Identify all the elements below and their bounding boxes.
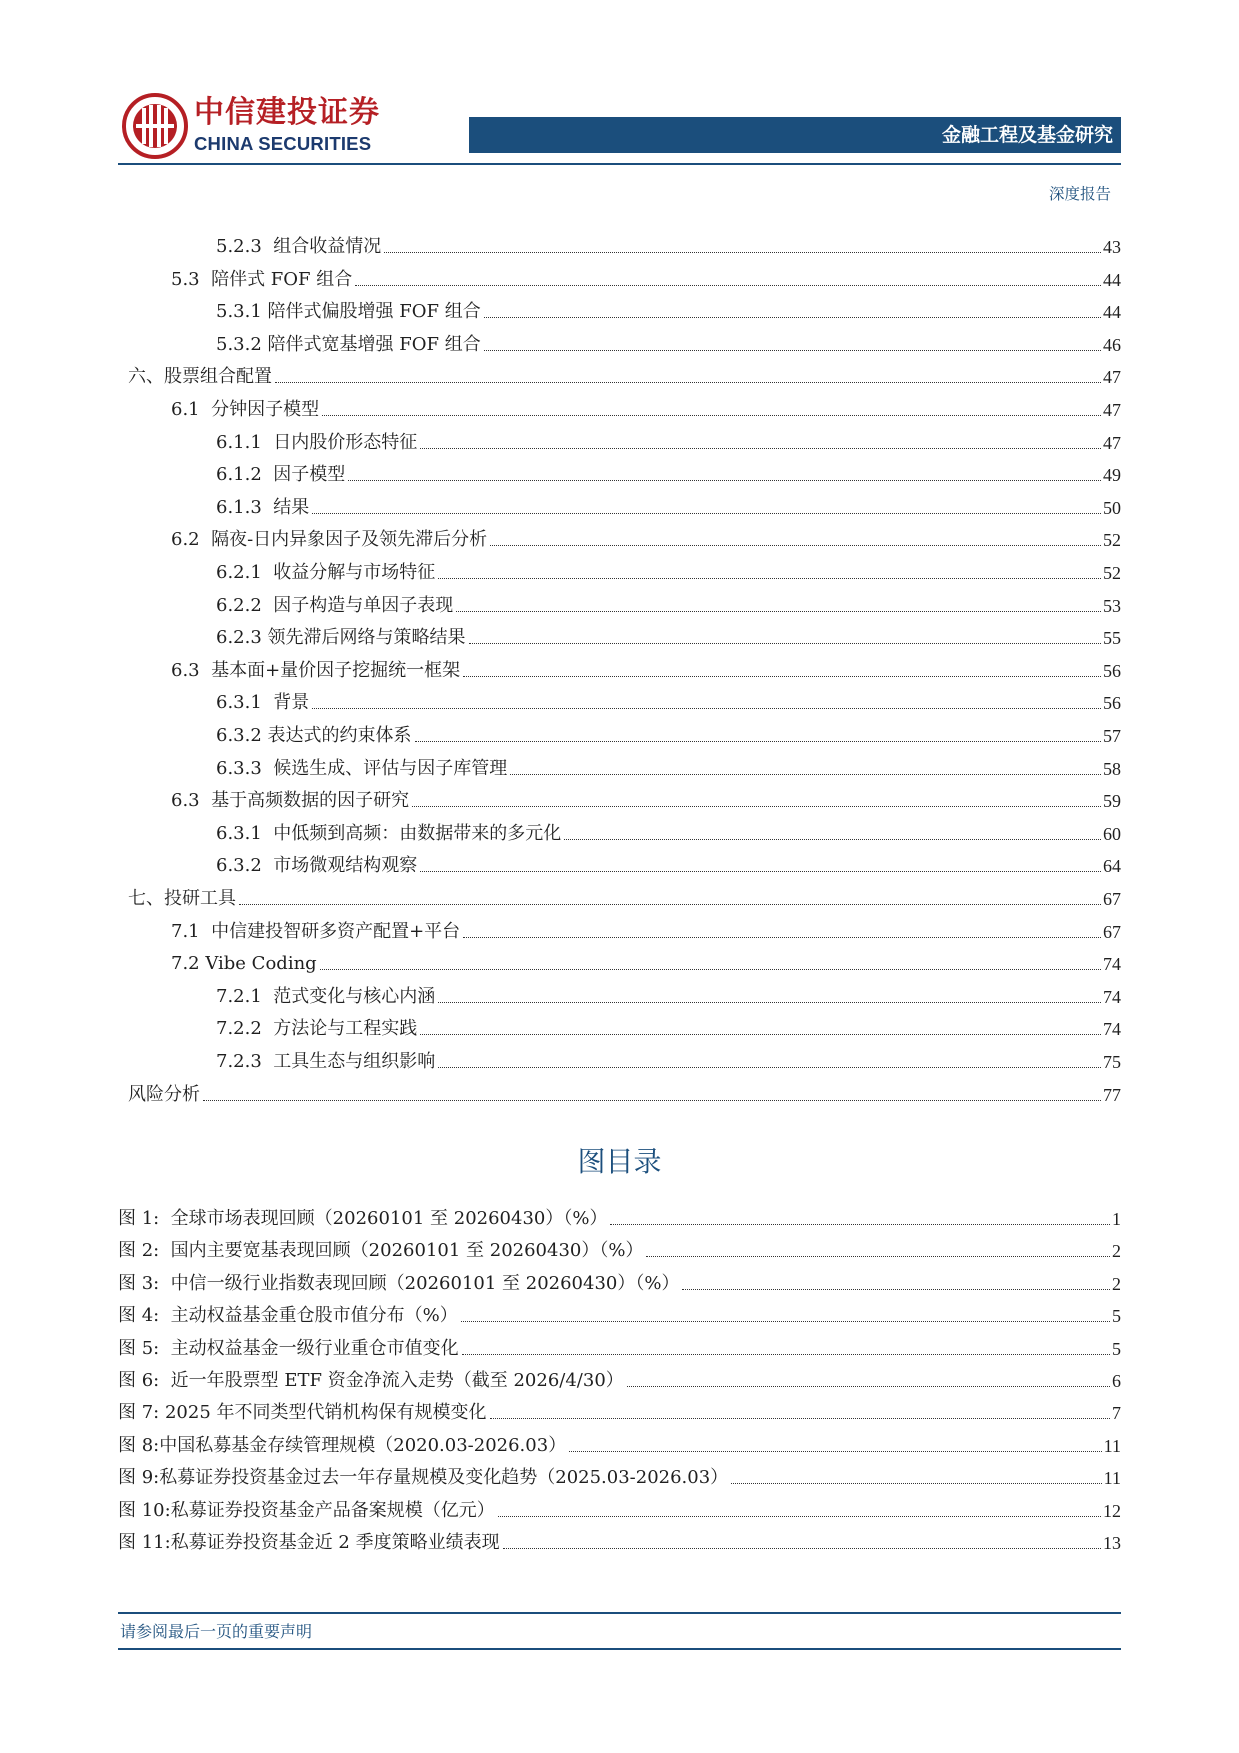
leader-dots: [569, 1451, 1101, 1452]
toc-entry[interactable]: [216, 489, 1121, 521]
toc-entry-title: 6.3 基于高频数据的因子研究: [171, 790, 410, 812]
toc-entry-page: 43: [1103, 237, 1121, 257]
toc-entry-title: 6.2.1 收益分解与市场特征: [216, 562, 436, 583]
figure-entry-title: 图 11:私募证券投资基金近 2 季度策略业绩表现: [118, 1532, 500, 1553]
figure-entry-page: 13: [1103, 1533, 1121, 1553]
section-title: 金融工程及基金研究: [941, 124, 1113, 146]
leader-dots: [355, 285, 1101, 286]
toc-entry-title: 风险分析: [128, 1083, 200, 1105]
toc-entry[interactable]: [128, 358, 1121, 390]
leader-dots: [627, 1386, 1110, 1387]
toc-entry-page: 44: [1103, 302, 1121, 323]
toc-entry-page: 77: [1103, 1084, 1121, 1105]
figure-entry-title: 图 1: 全球市场表现回顾（20260101 至 20260430）（%）: [118, 1208, 608, 1229]
toc-entry-title: 7.2.1 范式变化与核心内涵: [216, 985, 436, 1007]
toc-entry[interactable]: [171, 782, 1121, 814]
toc-entry-page: 47: [1103, 367, 1121, 388]
toc-entry[interactable]: [216, 456, 1121, 488]
toc-entry[interactable]: [171, 652, 1121, 684]
leader-dots: [322, 415, 1101, 416]
toc-entry-title: 5.3.1 陪伴式偏股增强 FOF 组合: [216, 301, 481, 323]
figure-entry[interactable]: [118, 1297, 1121, 1329]
toc-entry[interactable]: [171, 521, 1121, 553]
footer-divider-bottom: [118, 1648, 1121, 1650]
leader-dots: [731, 1483, 1101, 1484]
leader-dots: [484, 350, 1101, 351]
leader-dots: [490, 1418, 1111, 1419]
toc-entry-page: 52: [1103, 530, 1121, 551]
toc-entry-page: 58: [1103, 758, 1121, 779]
figure-entry[interactable]: [118, 1265, 1121, 1297]
figure-entry[interactable]: [118, 1362, 1121, 1394]
toc-entry[interactable]: [216, 847, 1121, 879]
leader-dots: [438, 1067, 1101, 1068]
leader-dots: [320, 969, 1101, 970]
toc-entry[interactable]: [216, 554, 1121, 586]
leader-dots: [348, 480, 1101, 481]
toc-entry-page: 55: [1103, 628, 1121, 649]
toc-entry-page: 59: [1103, 791, 1121, 812]
toc-entry-title: 5.3.2 陪伴式宽基增强 FOF 组合: [216, 333, 481, 355]
toc-entry[interactable]: [216, 815, 1121, 847]
report-type-label: 深度报告: [1048, 185, 1111, 203]
figure-entry-title: 图 7: 2025 年不同类型代销机构保有规模变化: [118, 1402, 487, 1424]
figure-entry-page: 11: [1103, 1468, 1121, 1489]
toc-entry-title: 5.2.3 组合收益情况: [216, 236, 382, 257]
figure-entry-title: 图 10:私募证券投资基金产品备案规模（亿元）: [118, 1499, 495, 1521]
leader-dots: [312, 513, 1101, 514]
toc-entry-title: 7.2.2 方法论与工程实践: [216, 1018, 418, 1040]
figure-entry[interactable]: [118, 1232, 1121, 1264]
toc-entry-title: 7.2 Vibe Coding: [171, 953, 317, 975]
leader-dots: [203, 1100, 1101, 1101]
figure-entry-title: 图 5: 主动权益基金一级行业重仓市值变化: [118, 1337, 459, 1359]
toc-entry[interactable]: [171, 261, 1121, 293]
leader-dots: [438, 578, 1101, 579]
toc-entry-page: 56: [1103, 693, 1121, 714]
figure-entry[interactable]: [118, 1427, 1121, 1459]
toc-entry[interactable]: [216, 424, 1121, 456]
toc-entry[interactable]: [216, 978, 1121, 1010]
leader-dots: [384, 252, 1101, 253]
toc-entry-title: 6.2.3 领先滞后网络与策略结果: [216, 627, 466, 649]
toc-entry[interactable]: [216, 587, 1121, 619]
leader-dots: [461, 1321, 1110, 1322]
leader-dots: [275, 382, 1101, 383]
figure-entry-title: 图 4: 主动权益基金重仓股市值分布（%）: [118, 1305, 458, 1327]
figure-entry-page: 5: [1112, 1306, 1121, 1327]
toc-entry[interactable]: [171, 945, 1121, 977]
toc-entry-title: 6.3 基本面+量价因子挖掘统一框架: [171, 659, 461, 681]
figure-entry[interactable]: [118, 1492, 1121, 1524]
leader-dots: [412, 806, 1101, 807]
figure-entry-page: 2: [1112, 1273, 1121, 1294]
leader-dots: [510, 774, 1101, 775]
figures-heading: 图目录: [577, 1145, 662, 1178]
page-header: [0, 0, 1239, 203]
leader-dots: [456, 611, 1101, 612]
toc-entry-title: 6.1.2 因子模型: [216, 464, 346, 486]
section-banner: [469, 117, 1121, 153]
toc-entry-title: 6.2.2 因子构造与单因子表现: [216, 594, 454, 616]
leader-dots: [490, 545, 1101, 546]
toc-entry-page: 49: [1103, 465, 1121, 486]
toc-entry-title: 6.1.1 日内股价形态特征: [216, 431, 418, 453]
figure-entry-page: 1: [1112, 1209, 1121, 1229]
figure-entry-page: 2: [1112, 1241, 1121, 1262]
toc-entry-title: 7.2.3 工具生态与组织影响: [216, 1051, 436, 1072]
china-securities-logo-icon: [122, 93, 188, 159]
toc-entry-title: 6.3.2 表达式的约束体系: [216, 725, 412, 746]
toc-entry-title: 七、投研工具: [128, 888, 236, 909]
toc-entry-title: 6.3.1 中低频到高频：由数据带来的多元化: [216, 822, 562, 844]
toc-entry-page: 52: [1103, 563, 1121, 583]
toc-entry[interactable]: [216, 1010, 1121, 1042]
toc-entry-page: 74: [1103, 1019, 1121, 1040]
toc-entry[interactable]: [128, 1076, 1121, 1108]
figure-entry-title: 图 9:私募证券投资基金过去一年存量规模及变化趋势（2025.03-2026.03）: [118, 1467, 729, 1489]
toc-entry[interactable]: [216, 293, 1121, 325]
leader-dots: [420, 871, 1101, 872]
toc-entry-title: 6.3.1 背景: [216, 692, 310, 714]
figure-entry-page: 6: [1112, 1371, 1121, 1391]
figure-entry-page: 11: [1103, 1435, 1121, 1456]
toc-entry-page: 50: [1103, 497, 1121, 518]
toc-entry[interactable]: [171, 391, 1121, 423]
toc-entry[interactable]: [171, 913, 1121, 945]
leader-dots: [484, 317, 1101, 318]
toc-entry-page: 57: [1103, 726, 1121, 746]
figure-entry-title: 图 3: 中信一级行业指数表现回顾（20260101 至 20260430）（%）: [118, 1272, 680, 1294]
toc-entry-page: 53: [1103, 595, 1121, 616]
toc-entry[interactable]: [216, 684, 1121, 716]
toc-entry-page: 47: [1103, 400, 1121, 420]
leader-dots: [239, 904, 1101, 905]
toc-entry-page: 67: [1103, 921, 1121, 942]
figure-entry-page: 5: [1112, 1338, 1121, 1359]
leader-dots: [610, 1224, 1110, 1225]
figure-entry[interactable]: [118, 1524, 1121, 1556]
toc-entry-title: 6.1 分钟因子模型: [171, 399, 320, 420]
leader-dots: [564, 839, 1101, 840]
toc-entry-title: 5.3 陪伴式 FOF 组合: [171, 268, 353, 290]
footer-divider: [118, 1612, 1121, 1614]
figure-entry-title: 图 2: 国内主要宽基表现回顾（20260101 至 20260430）（%）: [118, 1240, 644, 1262]
leader-dots: [462, 1354, 1110, 1355]
toc-entry-title: 6.3.2 市场微观结构观察: [216, 855, 418, 877]
leader-dots: [463, 937, 1101, 938]
toc-entry-page: 44: [1103, 269, 1121, 290]
toc-entry-title: 6.1.3 结果: [216, 496, 310, 518]
leader-dots: [463, 676, 1101, 677]
leader-dots: [498, 1516, 1101, 1517]
figure-entry[interactable]: [118, 1394, 1121, 1426]
leader-dots: [312, 708, 1101, 709]
figure-entry-page: 7: [1112, 1403, 1121, 1424]
toc-entry[interactable]: [216, 717, 1121, 749]
toc-entry-title: 6.3.3 候选生成、评估与因子库管理: [216, 757, 508, 779]
brand-name-cn: 中信建投证券: [194, 95, 380, 130]
toc-entry-page: 74: [1103, 954, 1121, 975]
figure-entry[interactable]: [118, 1200, 1121, 1232]
toc-entry-page: 67: [1103, 889, 1121, 909]
toc-entry-page: 56: [1103, 660, 1121, 681]
toc-entry-page: 46: [1103, 334, 1121, 355]
leader-dots: [646, 1256, 1110, 1257]
leader-dots: [469, 643, 1101, 644]
leader-dots: [503, 1548, 1101, 1549]
brand-name-en: CHINA SECURITIES: [194, 133, 372, 154]
toc-entry[interactable]: [216, 326, 1121, 358]
toc-entry-page: 47: [1103, 432, 1121, 453]
toc-entry-title: 7.1 中信建投智研多资产配置+平台: [171, 920, 461, 942]
figure-entry[interactable]: [118, 1330, 1121, 1362]
toc-entry-page: 75: [1103, 1052, 1121, 1072]
figure-entry-title: 图 8:中国私募基金存续管理规模（2020.03-2026.03）: [118, 1434, 567, 1456]
toc-entry-title: 6.2 隔夜-日内异象因子及领先滞后分析: [171, 529, 488, 551]
toc-entry[interactable]: [216, 750, 1121, 782]
leader-dots: [682, 1289, 1110, 1290]
toc-entry[interactable]: [128, 880, 1121, 912]
header-divider: [118, 163, 1121, 165]
footer-disclaimer: 请参阅最后一页的重要声明: [120, 1622, 313, 1641]
toc-entry-page: 64: [1103, 856, 1121, 877]
toc-entry-page: 74: [1103, 986, 1121, 1007]
leader-dots: [420, 448, 1101, 449]
toc-entry[interactable]: [216, 228, 1121, 260]
toc-entry-title: 六、股票组合配置: [128, 366, 272, 388]
leader-dots: [415, 741, 1101, 742]
leader-dots: [420, 1034, 1101, 1035]
toc-entry-page: 60: [1103, 823, 1121, 844]
toc-entry[interactable]: [216, 1043, 1121, 1075]
figure-entry-page: 12: [1103, 1500, 1121, 1521]
figure-entry[interactable]: [118, 1459, 1121, 1491]
figure-entry-title: 图 6: 近一年股票型 ETF 资金净流入走势（截至 2026/4/30）: [118, 1370, 624, 1391]
leader-dots: [438, 1002, 1101, 1003]
toc-entry[interactable]: [216, 619, 1121, 651]
